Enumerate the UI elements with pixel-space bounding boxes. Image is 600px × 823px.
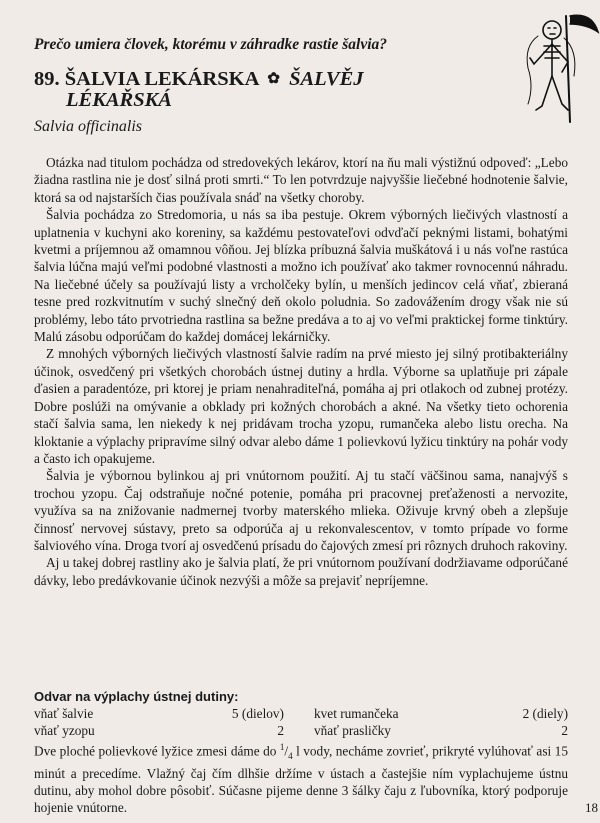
flower-icon: ✿ <box>267 71 280 87</box>
article-body <box>34 154 568 589</box>
recipe-text-end: l vody, necháme zovrieť, prikryté vylúhovať asi 15 minút a precedíme. Vlažný čaj čím dlhšie držíme v ústach a častejšie ním vyplachujeme ústnu dutinu, aby mohol dobre pôsobiť. Súčasne pijeme denne 3 šálky čaju z ľubovníka, ktorý podporuje hojenie vnútorne. <box>34 743 568 816</box>
ingredient-name: vňať prasličky <box>314 723 391 738</box>
recipe-instructions: Dve ploché polievkové lyžice zmesi dáme do $^1/_4$ l vody, necháme zovrieť, prikryté vylúhovať asi 15 minút a precedíme. Vlažný čaj čím dlhšie držíme v ústach a častejšie ním vyplachujeme ústnu dutinu, aby mohol dobre pôsobiť. Súčasne pijeme denne 3 šálky čaju z ľubovníka, ktorý podporuje hojenie vnútorne. <box>34 742 568 816</box>
paragraph: Šalvia je výbornou bylinkou aj pri vnútornom použití. Aj tu stačí väčšinou sama, nanajvýš s trochou yzopu. Čaj odstraňuje nočné potenie, pomáha pri pracovnej preťaženosti a nervozite, využíva sa na znižovanie nadmernej tvorby materského mlieka. Oživuje krvný obeh a zlepšuje činnosť nervovej sústavy, preto sa odporúča aj u rekonvalescentov, v tomto prípade vo forme šalviového vína. Droga tvorí aj osvedčenú prísadu do čajových zmesí pri rôznych druhoch rakoviny. <box>34 468 568 553</box>
fraction-numerator: 1 <box>279 742 285 752</box>
paragraph: Otázka nad titulom pochádza od stredovekých lekárov, ktorí na ňu mali výstižnú odpoveď: „Lebo žiadna rastlina nie je dosť silná proti smrti.“ To len potvrdzuje najvyššie liečebné hodnotenie šalvie, ktorá sa od najstarších čias používala snáď na všetky choroby. <box>34 155 568 205</box>
ingredient-name: kvet rumančeka <box>314 706 399 721</box>
ingredient-row <box>34 722 568 739</box>
paragraph: Šalvia pochádza zo Stredomoria, u nás sa iba pestuje. Okrem výborných liečivých vlastností a uplatnenia v kuchyni ako koreniny, sa každému pestovateľovi odvďačí peknými listami, bohatými kvetmi a príjemnou až omamnou vôňou. Jej blízka príbuzná šalvia muškátová i u nás voľne rastúca šalvia lúčna majú veľmi podobné vlastnosti a možno ich používať ako takmer rovnocennú náhradu. Na liečebné účely sa používajú listy a vrcholčeky bylín, u menších jedincov celá vňať, zbieraná tesne pred rozkvitnutím v suchý slnečný deň okolo poludnia. So zadovážením drogy však nie sú problémy, lebo táto prvotriedna rastlina sa bežne predáva a to aj vo veľmi praktickej forme tinktúry. Malú zásobu odporúčam do každej domácej lekárničky. <box>34 207 568 345</box>
ingredient-amount: 2 (diely) <box>522 706 568 721</box>
fraction-denominator: 4 <box>288 751 293 762</box>
title-slovak: ŠALVIA LEKÁRSKA <box>64 68 259 90</box>
title-block <box>34 68 504 110</box>
ingredient-amount: 2 <box>277 723 284 738</box>
recipe-heading: Odvar na výplachy ústnej dutiny: <box>34 689 239 704</box>
ingredient-name: vňať yzopu <box>34 723 95 738</box>
entry-number: 89. <box>34 68 60 90</box>
ingredient-name: vňať šalvie <box>34 706 94 721</box>
recipe-block <box>34 688 568 816</box>
ingredient-amount: 5 (dielov) <box>231 706 284 721</box>
skeleton-scythe-illustration <box>504 6 600 126</box>
title-czech-part1: ŠALVĚJ <box>289 68 364 90</box>
title-line <box>34 68 504 90</box>
page-number: 18 <box>585 800 598 815</box>
recipe-text-start: Dve ploché polievkové lyžice zmesi dáme do <box>34 743 280 759</box>
page-question: Prečo umiera človek, ktorému v záhradke rastie šalvia? <box>34 36 388 53</box>
ingredient-amount: 2 <box>561 723 568 738</box>
paragraph: Aj u takej dobrej rastliny ako je šalvia platí, že pri vnútornom používaní dodržiavame odporúčané dávky, lebo predávkovanie účinok nezvýši a môže sa prejaviť nepríjemne. <box>34 555 568 588</box>
ingredient-row <box>34 705 568 722</box>
title-czech-part2: LÉKAŘSKÁ <box>66 89 172 111</box>
latin-name: Salvia officinalis <box>34 118 142 135</box>
paragraph: Z mnohých výborných liečivých vlastností šalvie radím na prvé miesto jej silný protibakteriálny účinok, osvedčený pri všetkých chorobách ústnej dutiny a hrdla. Výborne sa uplatňuje pri zápale ďasien a paradentóze, pri ktorej je priam nenahraditeľná, pomáha aj pri otlakoch od zubnej protézy. Dobre poslúži na omývanie a obklady pri kožných chorobách a akné. Na všetky tieto ochorenia stačí šalvia sama, len niekedy k nej pridávam trocha yzopu, rumančeka alebo listu orecha. Na kloktanie a výplachy pripravíme silný odvar alebo dáme 1 polievkovú lyžicu tinktúry na pohár vody a často ich opakujeme. <box>34 346 568 466</box>
